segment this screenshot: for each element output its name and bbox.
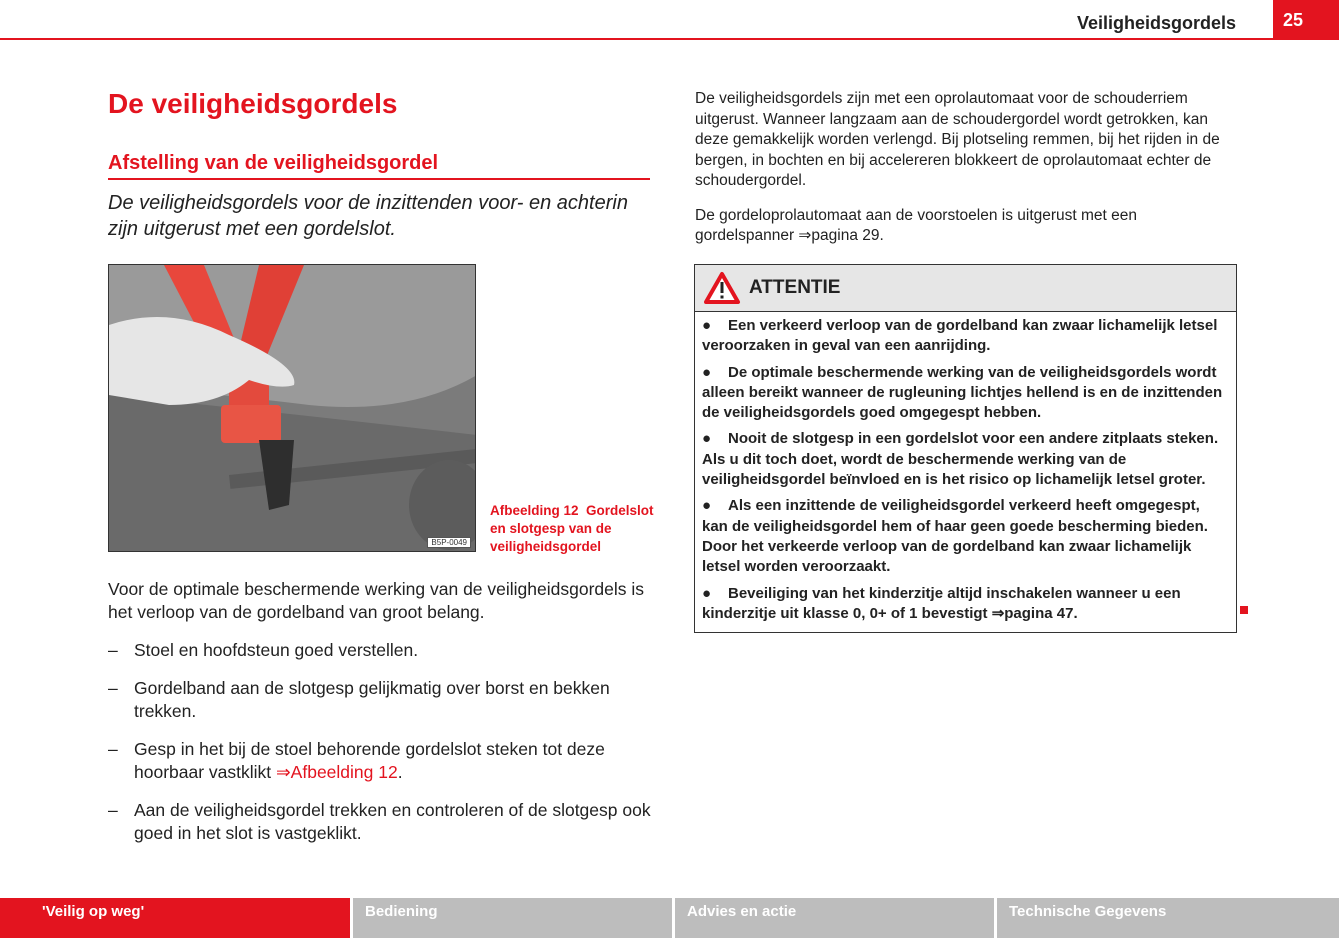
figure-caption-label: Afbeelding 12 [490, 503, 579, 518]
section-subtitle: Afstelling van de veiligheidsgordel [108, 152, 650, 180]
bullet-icon: ● [702, 363, 712, 381]
right-body [695, 89, 1240, 261]
tab-technische-gegevens[interactable]: Technische Gegevens [997, 898, 1339, 938]
warning-item [702, 496, 1229, 577]
warning-item [702, 584, 1229, 625]
warning-triangle-icon [703, 271, 741, 305]
tab-bediening[interactable]: Bediening [353, 898, 672, 938]
figure-caption-text: Gordelslot en slotgesp van de veiligheidsgordel [490, 503, 654, 554]
bullet-icon: ● [702, 497, 712, 515]
page-number: 25 [1273, 0, 1339, 40]
bullet-icon: ● [702, 430, 712, 448]
bullet-icon: ● [702, 584, 712, 602]
step-item: – Stoel en hoofdsteun goed verstellen. [108, 639, 653, 662]
warning-item [702, 363, 1229, 424]
step-text-end: . [397, 762, 403, 782]
step-text: Gesp in het bij de stoel behorende gordelslot steken tot deze hoorbaar vastklikt [134, 739, 605, 782]
warning-item-text: Beveiliging van het kinderzitje altijd inschakelen wanneer u een kinderzitje uit klasse 0, 0+ of 1 bevestigt ⇒pagina 47. [702, 584, 1181, 622]
warning-title: ATTENTIE [749, 277, 841, 298]
body-paragraph: Voor de optimale beschermende werking van de veiligheidsgordels is het verloop van de gordelband van groot belang. [108, 579, 645, 622]
bullet-icon: ● [702, 317, 712, 334]
intro-text: De veiligheidsgordels voor de inzittenden voor- en achterin zijn uitgerust met een gordelslot. [108, 192, 628, 240]
tab-veilig-op-weg[interactable]: 'Veilig op weg' [0, 898, 350, 938]
body-paragraph: De gordeloprolautomaat aan de voorstoelen is uitgerust met een gordelspanner ⇒pagina 29. [695, 206, 1138, 244]
warning-item-text: Een verkeerd verloop van de gordelband kan zwaar lichamelijk letsel veroorzaken in geval van een aanrijding. [702, 317, 1218, 355]
step-item: – Gordelband aan de slotgesp gelijkmatig over borst en bekken trekken. [108, 677, 653, 723]
warning-header [695, 265, 1236, 312]
page-title: De veiligheidsgordels [108, 88, 398, 119]
step-item [108, 738, 653, 784]
warning-body [695, 312, 1236, 632]
warning-item [702, 316, 1229, 357]
header-divider [0, 38, 1273, 40]
step-item: – Aan de veiligheidsgordel trekken en controleren of de slotgesp ook goed in het slot is vastgeklikt. [108, 799, 653, 845]
left-body [108, 578, 653, 860]
seatbelt-illustration [108, 264, 476, 552]
seatbelt-buckle-image [109, 265, 476, 552]
figure-code: B5P-0049 [427, 537, 471, 548]
figure-caption [490, 502, 660, 556]
warning-item-text: Als een inzittende de veiligheidsgordel verkeerd heeft omgegespt, kan de veiligheidsgordel hem of haar geen goede bescherming bieden. Door het verkeerde verloop van de gordelband kan zwaar lichamelijk letsel worden veroorzaakt. [702, 497, 1208, 576]
warning-item-text: De optimale beschermende werking van de veiligheidsgordels wordt alleen bereikt wanneer de rugleuning lichtjes hellend is en de inzittenden de veiligheidsgordels goed omgegespt hebben. [702, 363, 1223, 422]
body-paragraph: De veiligheidsgordels zijn met een oprolautomaat voor de schouderriem uitgerust. Wanneer langzaam aan de schoudergordel wordt getrokken, kan deze gemakkelijk worden verlengd. Bij plotseling remmen, bij het rijden in de bergen, in bochten en bij accelereren blokkeert de oprolautomaat echter de schoudergordel. [695, 90, 1220, 189]
warning-box [694, 264, 1237, 633]
section-end-marker [1240, 606, 1248, 614]
section-title: Veiligheidsgordels [1076, 13, 1236, 33]
tab-advies-en-actie[interactable]: Advies en actie [675, 898, 994, 938]
warning-item [702, 429, 1229, 490]
warning-item-text: Nooit de slotgesp in een gordelslot voor een andere zitplaats steken. Als u dit toch doet, wordt de beschermende werking van de veiligheidsgordel beïnvloed en is het risico op lichamelijk letsel groter. [702, 430, 1219, 489]
figure-link[interactable]: ⇒Afbeelding 12 [276, 762, 398, 782]
footer-nav [0, 898, 1339, 938]
